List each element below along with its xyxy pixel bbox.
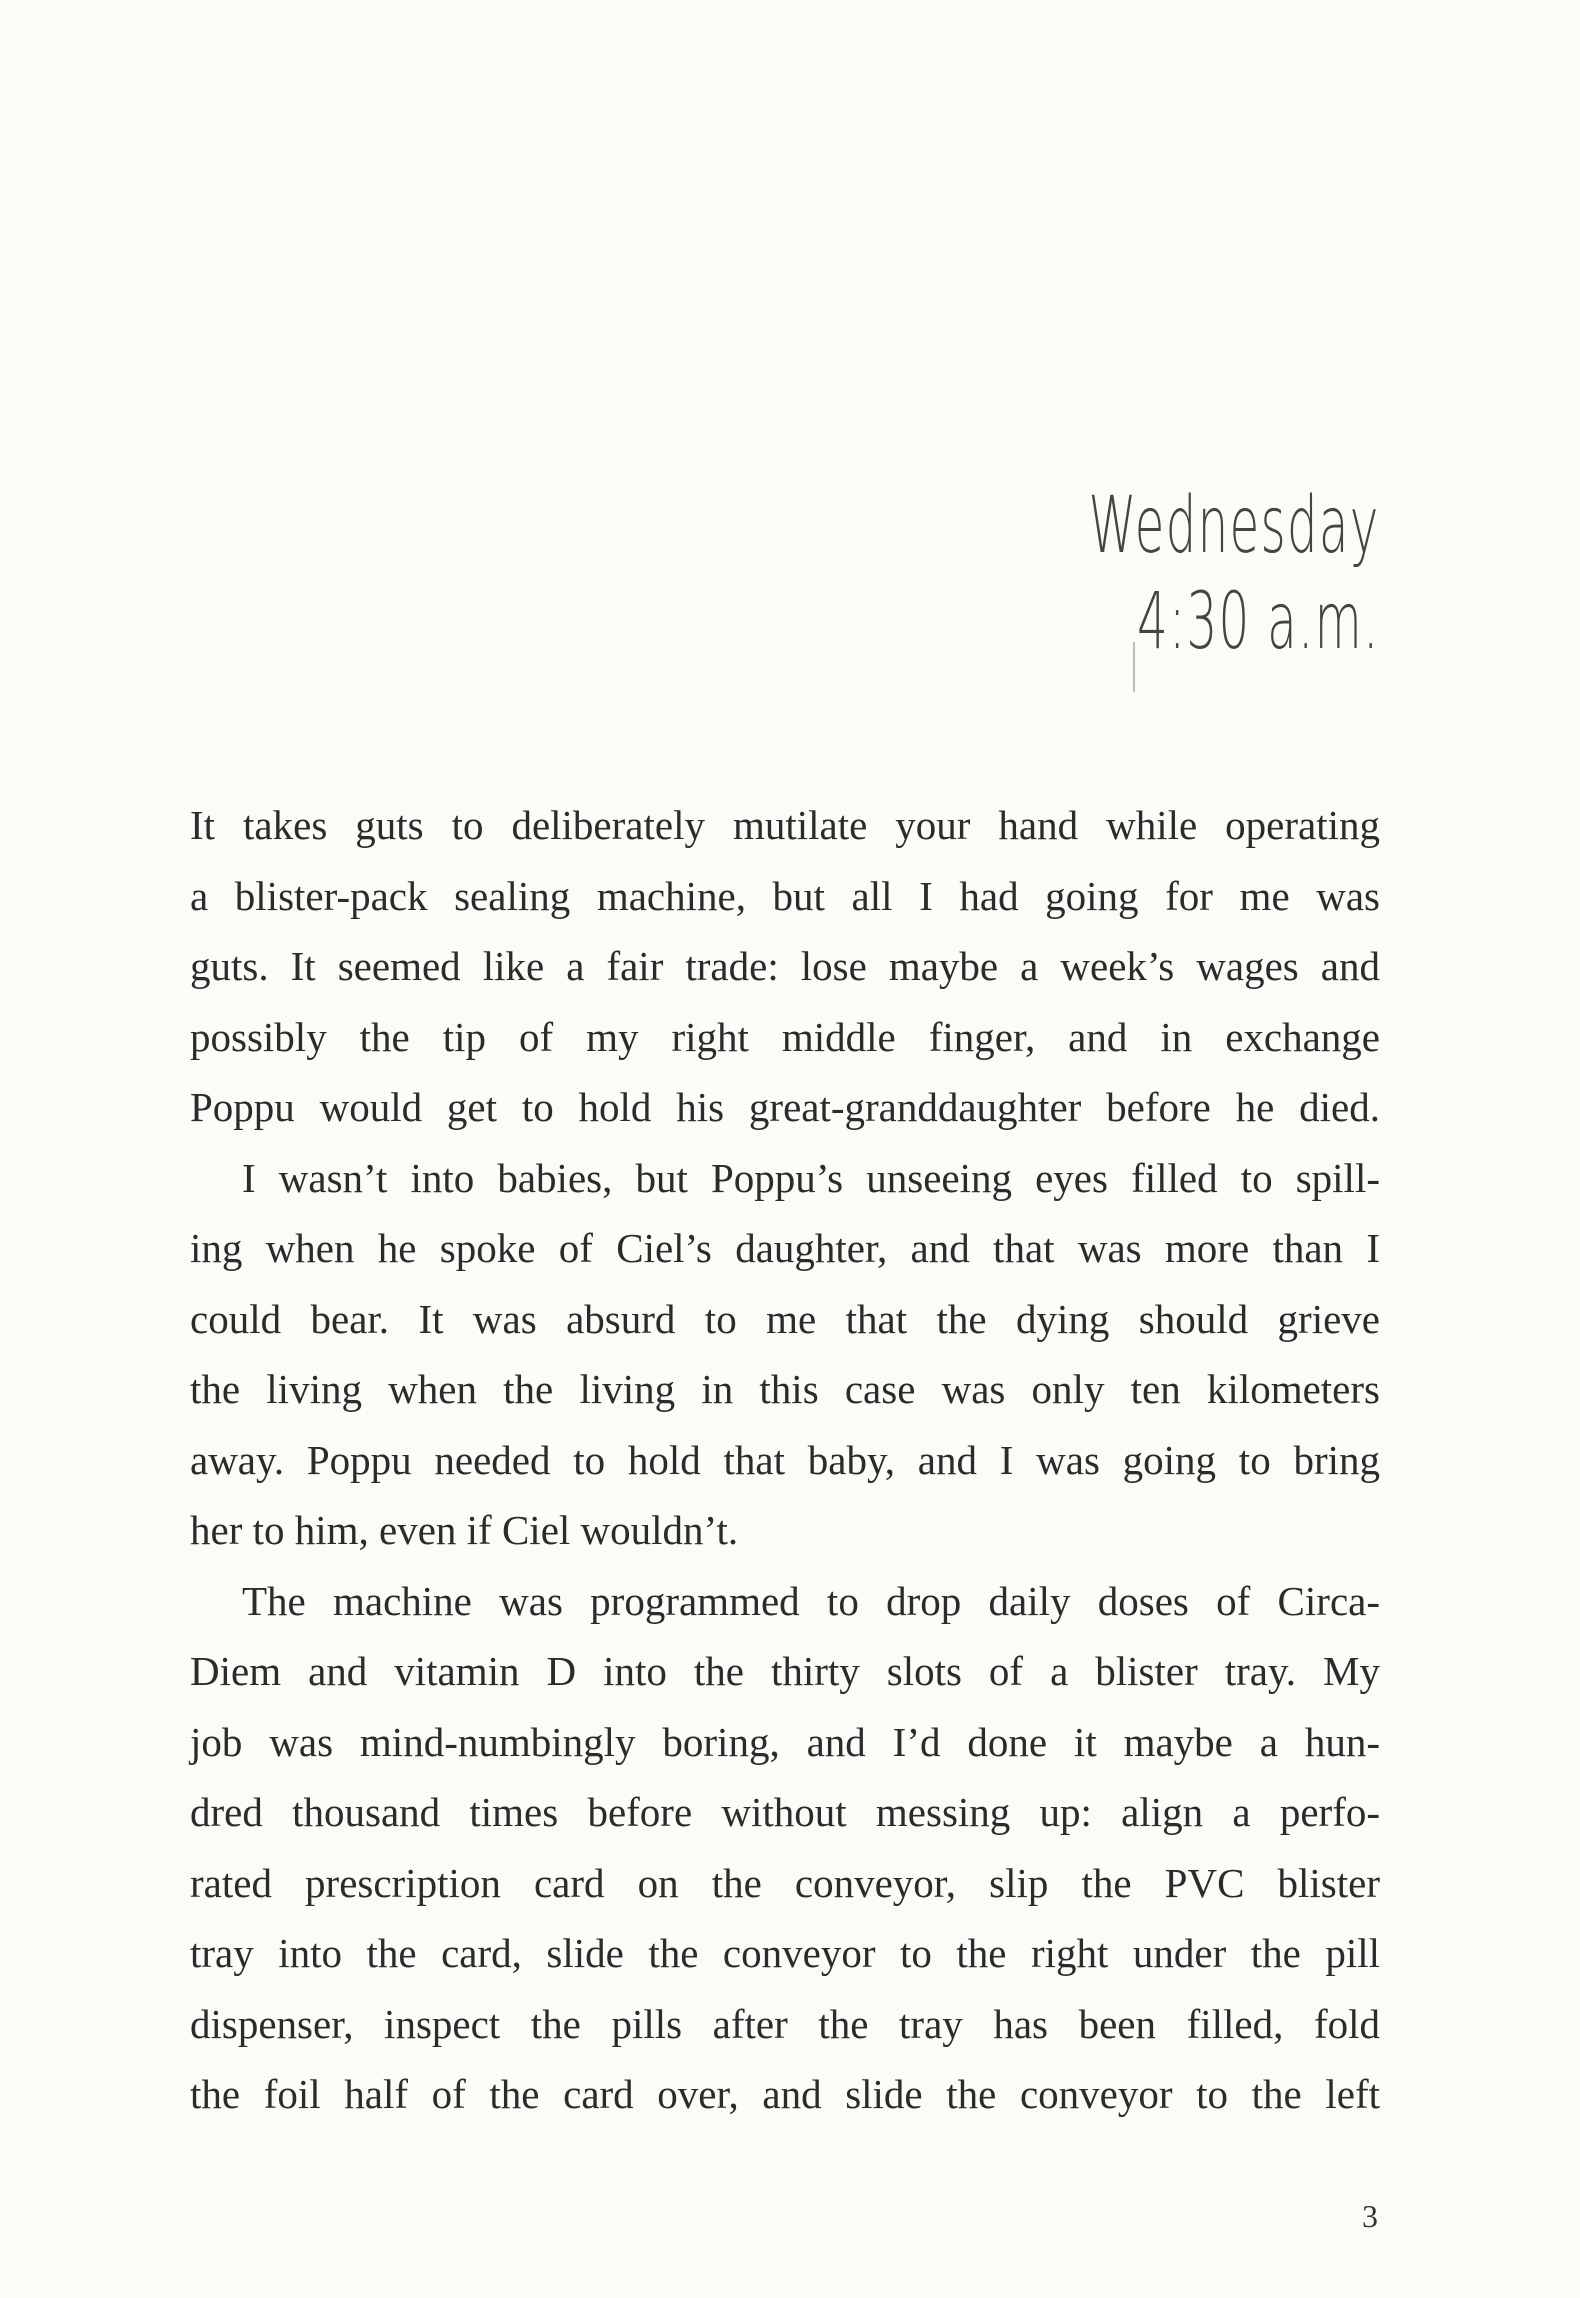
heading-time: 4:30 a.m. <box>1137 577 1380 667</box>
paragraph <box>190 1566 1380 2130</box>
text-line: ing when he spoke of Ciel’s daughter, and that was more than I <box>190 1225 1380 1271</box>
heading-day: Wednesday <box>1088 481 1380 571</box>
text-line: Poppu would get to hold his great-granddaughter before he died. <box>190 1084 1380 1130</box>
paragraph <box>190 1143 1380 1566</box>
text-line: possibly the tip of my right middle finger, and in exchange <box>190 1013 1380 1060</box>
text-line: a blister-pack sealing machine, but all I had going for me was <box>190 872 1380 919</box>
text-line: could bear. It was absurd to me that the dying should grieve <box>190 1295 1380 1342</box>
text-line: I wasn’t into babies, but Poppu’s unseeing eyes filled to spill- <box>242 1154 1380 1201</box>
paragraph <box>190 790 1380 1143</box>
page-number: 3 <box>1362 2198 1378 2234</box>
text-line: her to him, even if Ciel wouldn’t. <box>190 1507 739 1553</box>
heading-divider <box>1133 642 1135 692</box>
text-line: the foil half of the card over, and slide the conveyor to the left <box>190 2071 1380 2117</box>
text-line: Diem and vitamin D into the thirty slots of a blister tray. My <box>190 1648 1380 1694</box>
text-line: It takes guts to deliberately mutilate your hand while operating <box>190 802 1380 848</box>
text-line: guts. It seemed like a fair trade: lose maybe a week’s wages and <box>190 943 1380 989</box>
text-line: tray into the card, slide the conveyor to the right under the pill <box>190 1930 1380 1976</box>
text-line: job was mind-numbingly boring, and I’d done it maybe a hun- <box>190 1718 1380 1765</box>
text-line: dispenser, inspect the pills after the tray has been filled, fold <box>190 2000 1380 2047</box>
text-line: dred thousand times before without messing up: align a perfo- <box>190 1789 1380 1835</box>
body-text <box>190 790 1380 2130</box>
text-line: The machine was programmed to drop daily doses of Circa- <box>242 1577 1380 1624</box>
text-line: rated prescription card on the conveyor, slip the PVC blister <box>190 1859 1380 1906</box>
text-line: the living when the living in this case was only ten kilometers <box>190 1366 1380 1412</box>
text-line: away. Poppu needed to hold that baby, and I was going to bring <box>190 1436 1380 1483</box>
